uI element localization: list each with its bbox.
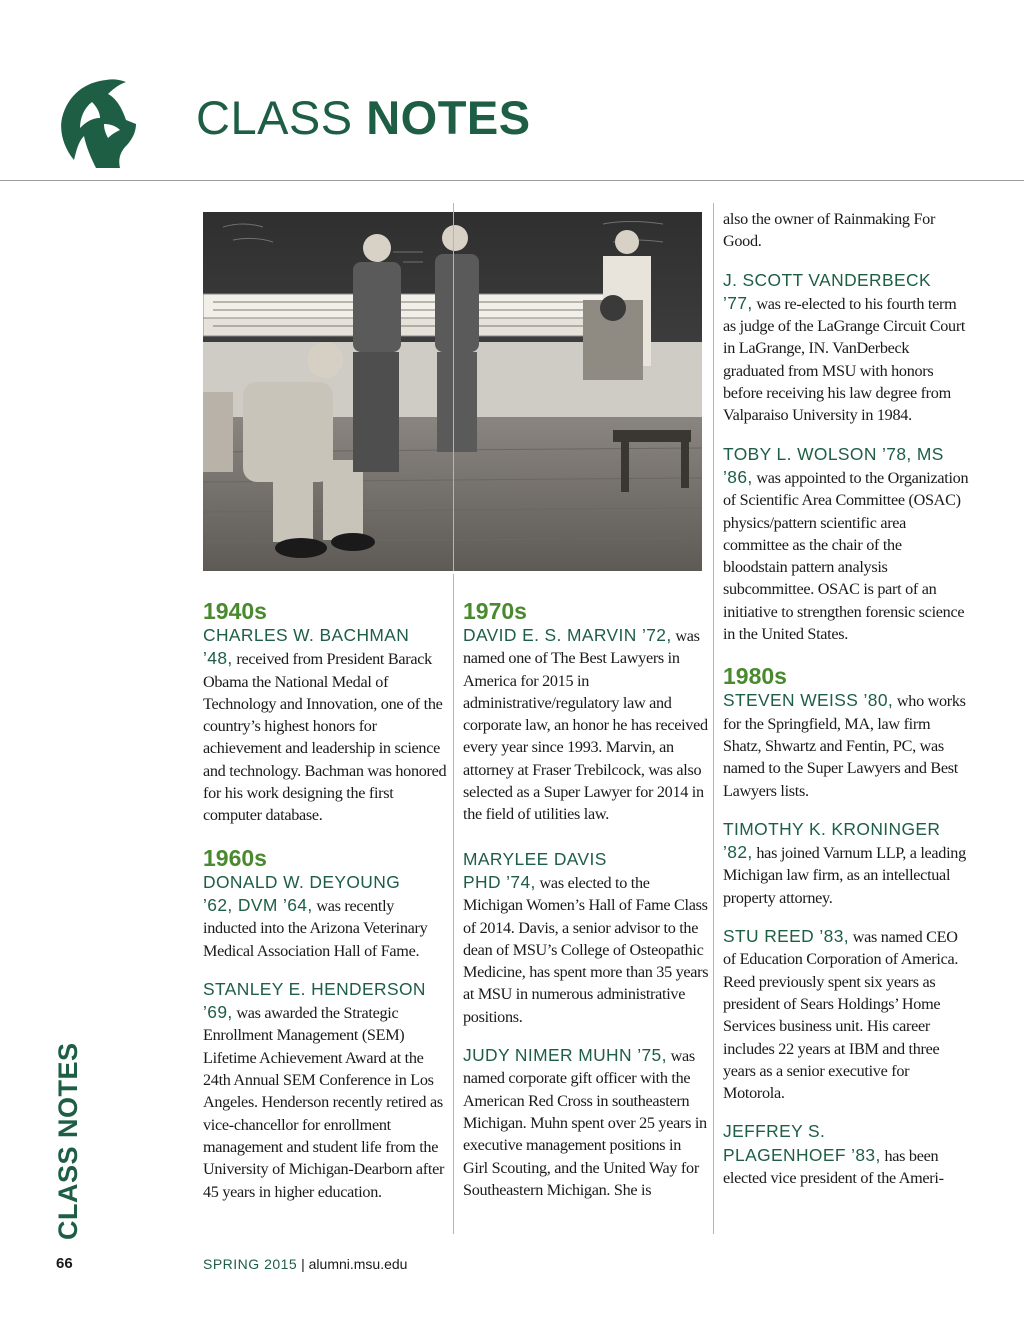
header-divider: [0, 180, 1024, 181]
entry-text: who works for the Springfield, MA, law firm Shatz, Shwartz and Fentin, PC, was named to the Super Lawyers and Best Lawyers lists.: [723, 692, 966, 800]
entry-wolson: [723, 443, 969, 646]
entry-text: was recently inducted into the Arizona Veterinary Medical Association Hall of Fame.: [203, 896, 428, 960]
decade-heading-1980s: 1980s: [723, 663, 787, 690]
entry-name-year: ’82,: [723, 842, 753, 863]
entry-name: J. SCOTT VANDERBECK: [723, 269, 931, 290]
entry-text: was appointed to the Organization of Scientific Area Committee (OSAC) physics/pattern scientific area committee as the chair of the bloodstain pattern analysis subcommittee. OSAC is part of an initiative to strengthen forensic science in the United States.: [723, 468, 969, 644]
entry-henderson: [203, 978, 449, 1203]
entry-text: was named corporate gift officer with the American Red Cross in southeastern Michigan. Muhn spent over 25 years in executive management positions in Girl Scouting, and the United Way for Southeastern Michigan. She is: [463, 1047, 707, 1199]
entry-text: received from President Barack Obama the National Medal of Technology and Innovation, one of the country’s highest honors for achievement and leadership in science and technology. Bachman was honored for his work designing the first computer database.: [203, 650, 447, 825]
entry-name: STU REED ’83,: [723, 926, 850, 947]
column-a: [203, 598, 449, 1203]
page-number: 66: [56, 1255, 73, 1272]
entry-text: was re-elected to his fourth term as judge of the LaGrange Circuit Court in LaGrange, IN. VanDerbeck graduated from MSU with honors before receiving his law degree from Valparaiso University in 1984.: [723, 294, 966, 425]
entry-name: JEFFREY S.: [723, 1121, 826, 1142]
entry-name-year: ’86,: [723, 466, 753, 487]
column-divider-1-lower: [453, 574, 454, 1234]
title-bold: NOTES: [366, 91, 531, 144]
decade-heading-1960s: 1960s: [203, 844, 267, 871]
footer: [203, 1256, 407, 1272]
entry-davis: [463, 848, 709, 1028]
footer-season: SPRING 2015: [203, 1256, 298, 1272]
column-b: [463, 598, 709, 1201]
entry-text: was awarded the Strategic Enrollment Management (SEM) Lifetime Achievement Award at the 24th Annual SEM Conference in Los Angeles. Henderson recently retired as vice-chancellor for enrollment management and student life from the University of Michigan-Dearborn after 45 years in higher education.: [203, 1004, 445, 1201]
entry-text: has joined Varnum LLP, a leading Michigan law firm, as an intellectual property attorney.: [723, 844, 966, 907]
entry-name: MARYLEE DAVIS: [463, 848, 607, 869]
entry-name: JUDY NIMER MUHN ’75,: [463, 1045, 667, 1066]
entry-reed: [723, 925, 969, 1104]
entry-name: STEVEN WEISS ’80,: [723, 690, 894, 711]
side-section-label: CLASS NOTES: [53, 1042, 83, 1240]
entry-deyoung: [203, 871, 449, 962]
entry-plagenhoef: [723, 1120, 969, 1189]
footer-site-link[interactable]: alumni.msu.edu: [308, 1256, 408, 1272]
entry-name-year: PLAGENHOEF ’83,: [723, 1144, 881, 1165]
entry-name: DAVID E. S. MARVIN ’72,: [463, 625, 672, 645]
entry-name: TOBY L. WOLSON ’78, MS: [723, 443, 944, 464]
continued-text: also the owner of Rainmaking For Good.: [723, 210, 936, 251]
entry-kroninger: [723, 818, 969, 909]
entry-name: CHARLES W. BACHMAN: [203, 625, 410, 645]
entry-weiss: [723, 689, 969, 801]
entry-vanderbeck: [723, 269, 969, 427]
entry-marvin: [463, 624, 709, 826]
entry-name-year: ’69,: [203, 1002, 233, 1023]
entry-name-year: PHD ’74,: [463, 871, 536, 892]
entry-name-year: ’62, DVM ’64,: [203, 894, 313, 915]
column-divider-1: [453, 203, 454, 571]
entry-text: was elected to the Michigan Women’s Hall of Fame Class of 2014. Davis, a senior advisor to the dean of MSU’s College of Osteopathic Medicine, has spent more than 35 years at MSU in numerous administrative positions.: [463, 873, 709, 1026]
entry-bachman: [203, 624, 449, 827]
title-light: CLASS: [196, 91, 353, 144]
page-title: [196, 91, 531, 144]
entry-name-year: ’77,: [723, 292, 753, 313]
decade-heading-1970s: 1970s: [463, 598, 527, 624]
column-divider-2: [713, 203, 714, 1234]
entry-muhn: [463, 1044, 709, 1201]
entry-name: TIMOTHY K. KRONINGER: [723, 818, 941, 839]
spartan-helmet-logo: [56, 78, 140, 170]
entry-name: STANLEY E. HENDERSON: [203, 978, 426, 999]
footer-separator: |: [301, 1256, 305, 1272]
entry-text: was named CEO of Education Corporation of America. Reed previously spent six years as president of Sears Holdings’ Home Services business unit. His career includes 22 years at IBM and three years as a senior executive for Motorola.: [723, 928, 959, 1103]
decade-heading-1940s: 1940s: [203, 598, 267, 624]
entry-text: was named one of The Best Lawyers in America for 2015 in administrative/regulatory law and corporate law, an honor he has received every year since 1993. Marvin, an attorney at Fraser Trebilcock, was also selected as a Super Lawyer for 2014 in the field of utilities law.: [463, 627, 708, 824]
entry-name-year: ’48,: [203, 648, 233, 669]
entry-text: has been elected vice president of the Ameri-: [723, 1146, 944, 1187]
column-c: [723, 208, 969, 1189]
entry-name: DONALD W. DEYOUNG: [203, 871, 401, 892]
